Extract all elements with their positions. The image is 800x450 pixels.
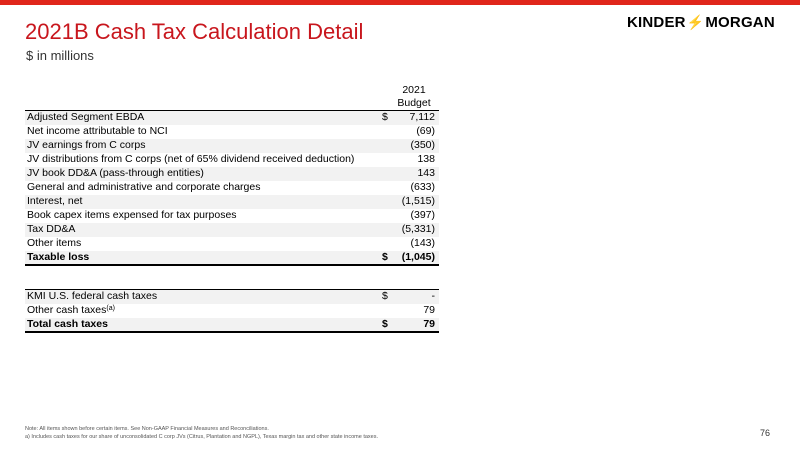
lightning-bolt-icon: ⚡: [686, 14, 705, 30]
table-row: [25, 223, 439, 237]
page-title: 2021B Cash Tax Calculation Detail: [25, 19, 364, 44]
table-row: [25, 167, 439, 181]
row-value: 143: [396, 167, 439, 181]
row-value: (633): [410, 181, 435, 193]
row-label: General and administrative and corporate charges: [27, 181, 261, 193]
table-row: [25, 125, 439, 139]
table-row: [25, 195, 439, 209]
total-row: [25, 251, 439, 265]
footnote-note: Note: All items shown before certain items. See Non-GAAP Financial Measures and Reconciliations.: [25, 426, 269, 432]
row-label: Interest, net: [25, 195, 380, 209]
taxable-loss-table: [25, 110, 439, 266]
table-row: [25, 139, 439, 153]
footnote-marker: (a): [106, 305, 115, 312]
total-row: [25, 318, 439, 332]
row-value: 138: [417, 153, 435, 165]
row-label: KMI U.S. federal cash taxes: [25, 290, 380, 304]
page-subtitle: $ in millions: [26, 48, 94, 63]
table-row: [25, 237, 439, 251]
row-label: JV earnings from C corps: [25, 139, 380, 153]
currency-symbol: $: [380, 111, 396, 125]
logo-text-right: MORGAN: [705, 14, 775, 31]
table-row: [25, 290, 439, 304]
row-value: (143): [410, 237, 435, 249]
currency-symbol: $: [380, 318, 396, 332]
currency-symbol: [380, 209, 396, 223]
row-value: 7,112: [396, 111, 439, 125]
top-accent-bar: [0, 0, 800, 5]
row-value: 79: [423, 304, 435, 316]
row-label: Total cash taxes: [25, 318, 380, 332]
currency-symbol: [380, 181, 396, 195]
row-value: -: [396, 290, 439, 304]
row-label: Adjusted Segment EBDA: [25, 111, 380, 125]
table-row: [25, 209, 439, 223]
column-header-label: Budget: [397, 97, 431, 109]
row-value: (397): [410, 209, 435, 221]
cash-taxes-table: [25, 289, 439, 333]
column-header: [380, 84, 448, 110]
row-value: (1,515): [396, 195, 439, 209]
table-row: [25, 304, 439, 318]
table-row: [25, 111, 439, 125]
currency-symbol: [380, 223, 396, 237]
row-label: Tax DD&A: [25, 223, 380, 237]
table-row: [25, 181, 439, 195]
row-value: (350): [396, 139, 439, 153]
page-number: 76: [760, 428, 771, 438]
currency-symbol: [380, 237, 396, 251]
currency-symbol: [380, 304, 396, 318]
column-header-year: 2021: [402, 84, 426, 96]
currency-symbol: $: [380, 290, 396, 304]
row-value: (1,045): [396, 251, 439, 265]
row-value: (69): [416, 125, 435, 137]
row-label: Other items: [27, 237, 82, 249]
footnote-a: a) Includes cash taxes for our share of unconsolidated C corp JVs (Citrus, Plantation and NGPL), Texas margin tax and other state income taxes.: [25, 434, 378, 440]
currency-symbol: [380, 167, 396, 181]
table-row: [25, 153, 439, 167]
currency-symbol: [380, 153, 396, 167]
row-value: 79: [396, 318, 439, 332]
currency-symbol: [380, 195, 396, 209]
row-label: JV book DD&A (pass-through entities): [25, 167, 380, 181]
kinder-morgan-logo: [627, 14, 775, 31]
logo-text-left: KINDER: [627, 14, 686, 31]
row-label: Book capex items expensed for tax purposes: [27, 209, 237, 221]
row-label: JV distributions from C corps (net of 65% dividend received deduction): [27, 153, 355, 165]
row-value: (5,331): [396, 223, 439, 237]
row-label: Taxable loss: [25, 251, 380, 265]
currency-symbol: [380, 125, 396, 139]
row-label: Other cash taxes$^{(a)}$: [27, 304, 115, 316]
currency-symbol: [380, 139, 396, 153]
currency-symbol: $: [380, 251, 396, 265]
row-label: Net income attributable to NCI: [27, 125, 168, 137]
